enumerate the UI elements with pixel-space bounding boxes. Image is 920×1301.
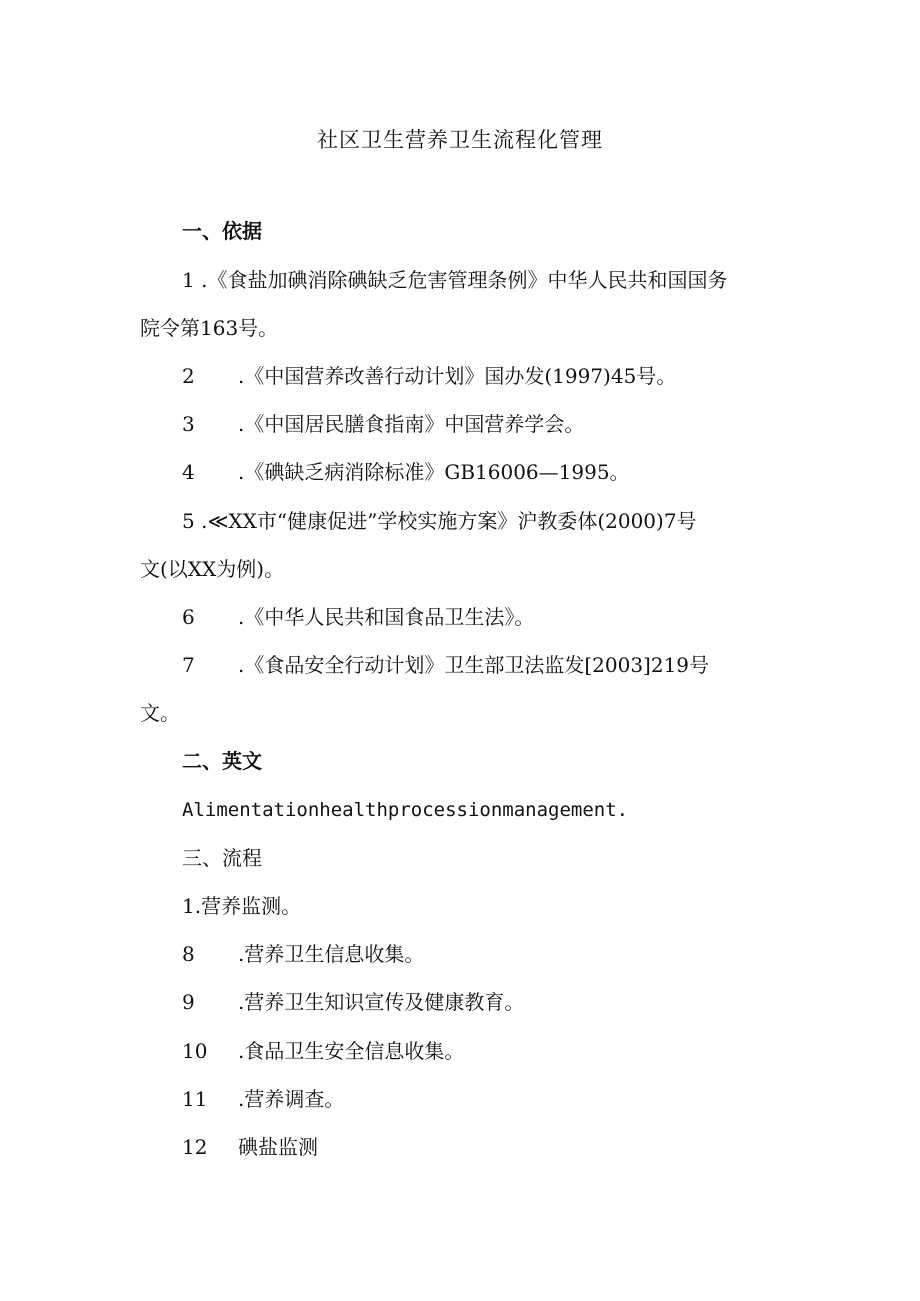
item-continuation: 文(以XX为例)。 [140,557,285,581]
item-number: 6 [182,605,195,629]
list-item [182,410,584,438]
item-text: .《碘缺乏病消除标准》GB16006—1995。 [238,460,630,484]
list-item [182,1037,464,1065]
item-text: .营养卫生知识宣传及健康教育。 [238,990,525,1014]
list-item [182,266,727,294]
list-item [182,940,424,968]
item-number: 3 [182,412,195,436]
item-text: .营养卫生信息收集。 [238,942,425,966]
list-item [182,603,534,631]
item-text: .食品卫生安全信息收集。 [238,1039,465,1063]
item-text: .营养调查。 [238,1087,345,1111]
section-heading-basis: 一、依据 [182,219,262,243]
page-title: 社区卫生营养卫生流程化管理 [317,128,603,152]
list-item [182,362,676,390]
item-number: 12 [182,1135,208,1159]
item-text: .《食品安全行动计划》卫生部卫法监发[2003]219号 [238,653,710,677]
item-continuation: 文。 [140,701,180,725]
section-heading-process: 三、流程 [182,846,262,870]
item-text: .《中国居民膳食指南》中国营养学会。 [238,412,585,436]
item-number: 9 [182,990,195,1014]
item-number: 4 [182,460,195,484]
item-text: .《中国营养改善行动计划》国办发(1997)45号。 [238,364,677,388]
item-number: 1 [182,268,195,292]
item-number: 2 [182,364,195,388]
subsection-heading: 1.营养监测。 [182,894,302,918]
item-number: 10 [182,1039,208,1063]
item-number: 8 [182,942,195,966]
list-item [182,507,697,535]
list-item [182,458,630,486]
item-text: 碘盐监测 [238,1135,318,1159]
list-item [182,988,524,1016]
list-item [182,651,709,679]
item-number: 11 [182,1087,208,1111]
item-continuation: 院令第163号。 [140,316,279,340]
section-heading-english: 二、英文 [182,749,262,773]
item-number: 5 [182,509,195,533]
item-number: 7 [182,653,195,677]
item-text: .《食盐加碘消除碘缺乏危害管理条例》中华人民共和国国务 [201,268,728,292]
item-text: .≪XX市“健康促进”学校实施方案》沪教委体(2000)7号 [201,509,697,533]
list-item [182,1133,318,1161]
item-text: .《中华人民共和国食品卫生法》。 [238,605,535,629]
english-title: Alimentationhealthprocessionmanagement. [182,799,629,821]
list-item [182,1085,344,1113]
